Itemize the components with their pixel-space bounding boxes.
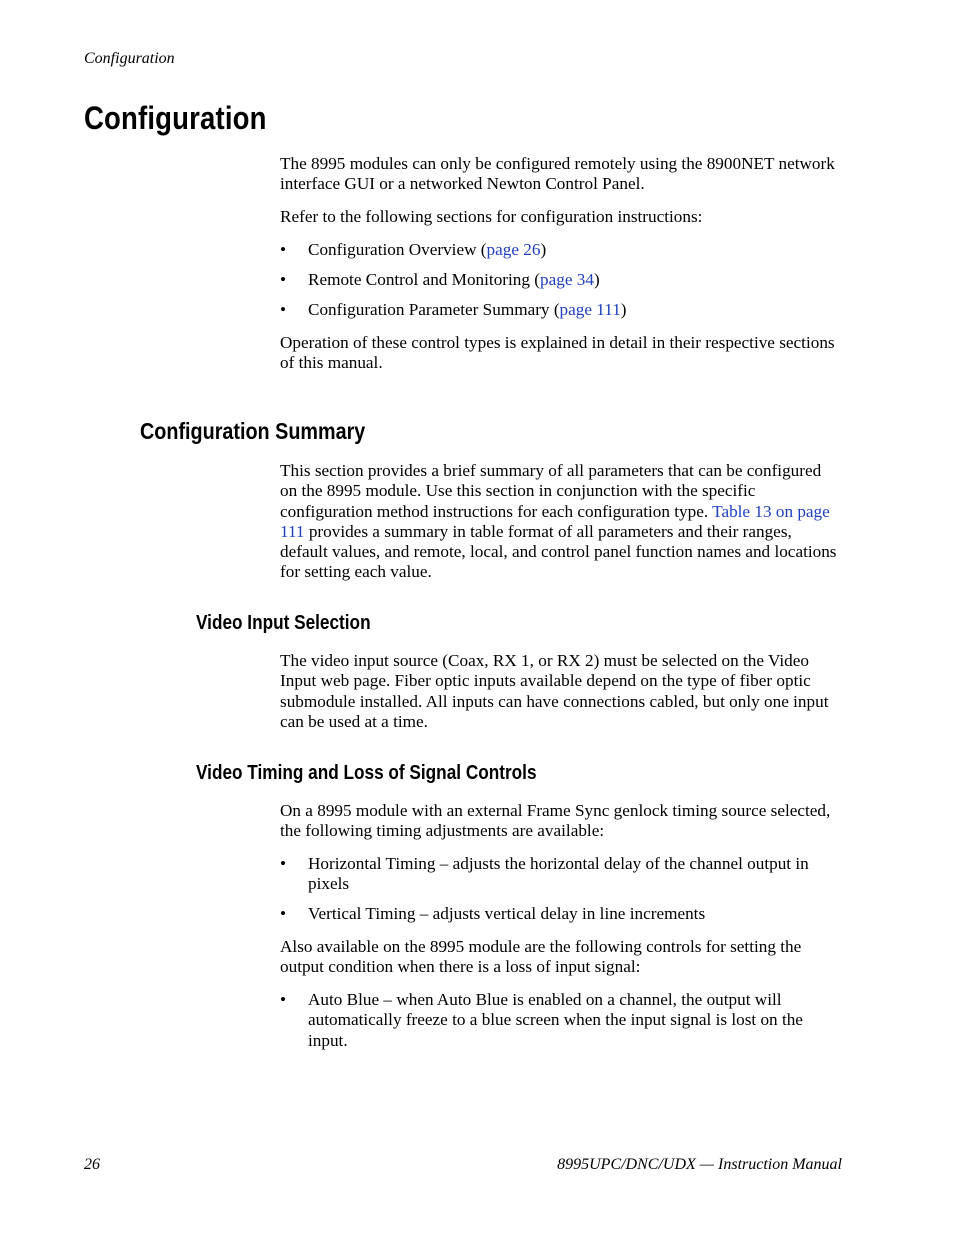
intro-paragraph-1 <box>280 154 842 195</box>
bullet-dot: • <box>280 300 287 319</box>
list-item-close: ) <box>620 300 627 319</box>
running-header: Configuration <box>84 50 175 67</box>
bullet-dot: • <box>280 854 287 873</box>
list-item-close: ) <box>593 270 600 289</box>
section-heading-summary: Configuration Summary <box>140 418 366 444</box>
page-number: 26 <box>84 1156 100 1173</box>
list-item-close: ) <box>540 240 547 259</box>
list-item <box>280 990 842 1051</box>
list-item <box>280 270 842 290</box>
list-item <box>280 854 842 895</box>
summary-text-a: This section provides a brief summary of all parameters that can be configured on the 8995 module. Use this section in conjunction with the specific configuration method instructions for each configuration type. <box>280 461 822 521</box>
section-heading-video-input: Video Input Selection <box>196 612 371 634</box>
intro-paragraph-2 <box>280 207 842 227</box>
video-timing-paragraph-1 <box>280 801 842 842</box>
page-link[interactable]: page 111 <box>559 300 621 319</box>
bullet-dot: • <box>280 990 287 1009</box>
video-timing-text-2: Also available on the 8995 module are the following controls for setting the output condition when there is a loss of input signal: <box>280 937 802 977</box>
page-title: Configuration <box>84 100 267 136</box>
manual-title: 8995UPC/DNC/UDX — Instruction Manual <box>557 1156 842 1173</box>
bullet-dot: • <box>280 270 287 289</box>
summary-text-b: provides a summary in table format of all parameters and their ranges, default values, and remote, local, and control panel function names and locations for setting each value. <box>280 521 837 582</box>
video-timing-text-1: On a 8995 module with an external Frame Sync genlock timing source selected, the following timing adjustments are available: <box>280 801 831 841</box>
list-item-text: Auto Blue – when Auto Blue is enabled on a channel, the output will automatically freeze to a blue screen when the input signal is lost on the input. <box>308 990 803 1050</box>
list-item <box>280 904 842 924</box>
bullet-dot: • <box>280 240 287 259</box>
intro-paragraph-3 <box>280 333 842 374</box>
intro-text-2: Refer to the following sections for configuration instructions: <box>280 207 703 226</box>
intro-text-3: Operation of these control types is explained in detail in their respective sections of this manual. <box>280 333 835 373</box>
list-item-text: Horizontal Timing – adjusts the horizontal delay of the channel output in pixels <box>308 854 809 894</box>
list-item-text: Configuration Parameter Summary ( <box>308 300 560 319</box>
summary-paragraph <box>280 461 842 583</box>
page-link[interactable]: page 34 <box>540 270 594 289</box>
intro-text-1: The 8995 modules can only be configured remotely using the 8900NET network interface GUI or a networked Newton Control Panel. <box>280 154 835 194</box>
video-input-paragraph <box>280 651 842 732</box>
list-item-text: Configuration Overview ( <box>308 240 487 259</box>
page-link[interactable]: page 26 <box>486 240 541 259</box>
table-link[interactable]: Table 13 on page 111 <box>280 501 830 541</box>
list-item <box>280 240 842 260</box>
video-input-text: The video input source (Coax, RX 1, or RX 2) must be selected on the Video Input web page. Fiber optic inputs available depend on the type of fiber optic submodule installed. All inputs can have connections cabled, but only one input can be used at a time. <box>280 651 829 731</box>
list-item <box>280 300 842 320</box>
list-item-text: Remote Control and Monitoring ( <box>308 270 541 289</box>
list-item-text: Vertical Timing – adjusts vertical delay in line increments <box>308 904 706 923</box>
bullet-dot: • <box>280 904 287 923</box>
section-heading-video-timing: Video Timing and Loss of Signal Controls <box>196 762 537 784</box>
video-timing-paragraph-2 <box>280 937 842 978</box>
